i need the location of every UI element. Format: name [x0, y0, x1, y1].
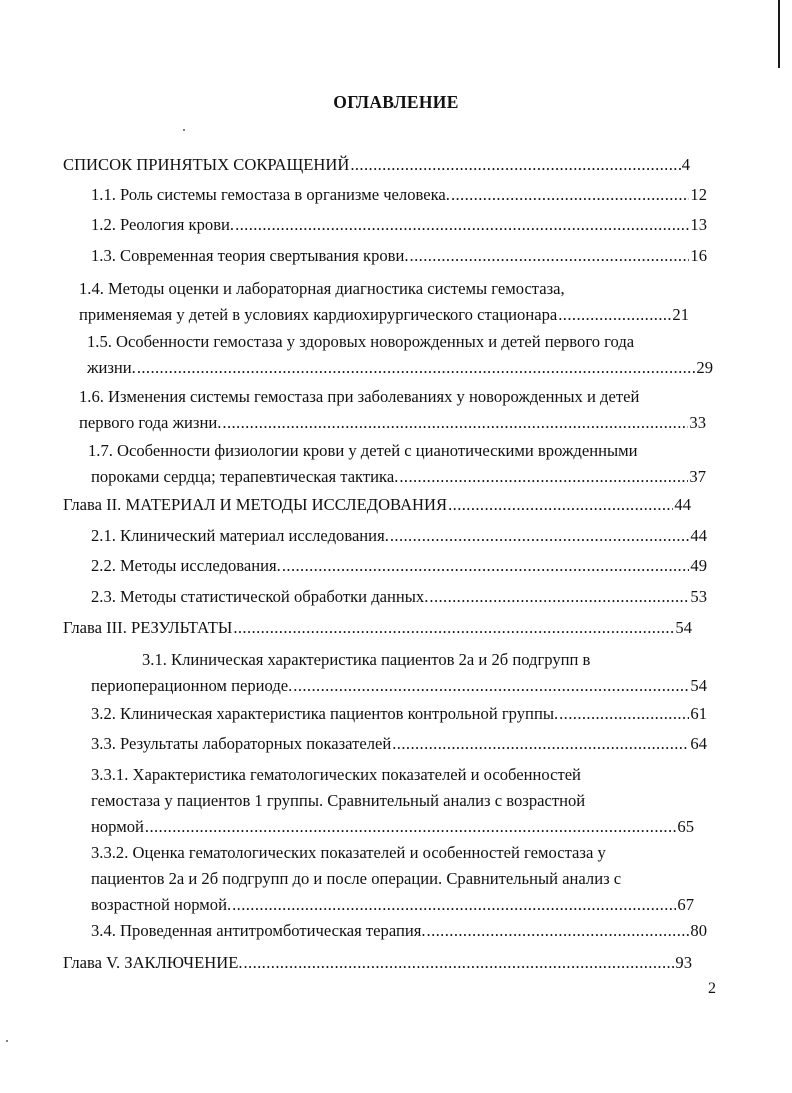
page-number: 2 [708, 980, 716, 997]
page-ref: 93 [675, 953, 692, 972]
toc-entry[interactable]: 1.2. Реология крови. ..... 13 [91, 212, 707, 238]
toc-entry[interactable]: 2.2. Методы исследования. ..... 49 [91, 553, 707, 579]
page-ref: 12 [690, 185, 707, 204]
page-ref: 21 [672, 305, 689, 324]
dot-leader [243, 950, 674, 976]
dot-leader [350, 152, 680, 178]
toc-entry[interactable]: 3.3. Результаты лабораторных показателей ..... 64 [91, 731, 707, 757]
dot-leader [235, 212, 689, 238]
toc-entry[interactable]: 1.3. Современная теория свертывания крови. ..... 16 [91, 243, 707, 269]
page-ref: 49 [690, 556, 707, 575]
page-ref: 33 [689, 413, 706, 432]
dot-leader [145, 814, 677, 840]
dot-leader [399, 464, 688, 490]
toc-entry[interactable]: Глава II. МАТЕРИАЛ И МЕТОДЫ ИССЛЕДОВАНИЯ ..... 44 [63, 492, 691, 518]
page-ref: 54 [675, 618, 692, 637]
dot-leader [559, 701, 689, 727]
toc-entry[interactable]: 3.3.1. Характеристика гематологических показателей и особенностей гемостаза у пациентов 1 группы. Сравнительный анализ с возрастной нормой ..... 65 [91, 762, 694, 840]
page-ref: 4 [681, 155, 690, 174]
dot-leader [222, 410, 688, 436]
toc-entry[interactable]: 2.3. Методы статистической обработки данных. ..... 53 [91, 584, 707, 610]
toc-entry[interactable]: 1.6. Изменения системы гемостаза при заболеваниях у новорожденных и детей первого года жизни. ..... 33 [79, 384, 719, 436]
dot-leader [427, 918, 690, 944]
dot-leader [390, 523, 690, 549]
dot-leader [137, 355, 696, 381]
page-ref: 53 [690, 587, 707, 606]
page-ref: 80 [690, 921, 707, 940]
page-ref: 16 [690, 246, 707, 265]
page-ref: 61 [690, 704, 707, 723]
toc-entry[interactable]: 3.4. Проведенная антитромботическая терапия. ..... 80 [91, 918, 707, 944]
page-title: ОГЛАВЛЕНИЕ [333, 92, 459, 112]
dot-leader [232, 892, 676, 918]
toc-entry[interactable]: 3.1. Клиническая характеристика пациентов 2а и 2б подгрупп в периоперационном периоде. ..... 54 [91, 647, 707, 699]
dot-leader [448, 492, 673, 518]
page-ref: 65 [677, 817, 694, 836]
toc-entry[interactable]: СПИСОК ПРИНЯТЫХ СОКРАЩЕНИЙ ..... 4 [63, 152, 690, 178]
toc-entry[interactable]: 2.1. Клинический материал исследования. ..... 44 [91, 523, 707, 549]
dot-leader [410, 243, 690, 269]
toc-entry[interactable]: 1.1. Роль системы гемостаза в организме человека. ..... 12 [91, 182, 707, 208]
page-ref: 29 [696, 358, 713, 377]
dot-leader [392, 731, 689, 757]
toc-entry[interactable]: 1.4. Методы оценки и лабораторная диагностика системы гемостаза, применяемая у детей в условиях кардиохирургического стационара ..... 21 [79, 276, 713, 328]
dot-leader [282, 553, 690, 579]
dot-leader [233, 615, 674, 641]
dot-leader [429, 584, 689, 610]
dot-leader [293, 673, 689, 699]
page-ref: 64 [690, 734, 707, 753]
dot-leader [451, 182, 689, 208]
page-ref: 67 [677, 895, 694, 914]
page-ref: 54 [690, 676, 707, 695]
page-ref: 44 [690, 526, 707, 545]
toc-entry[interactable]: Глава III. РЕЗУЛЬТАТЫ ..... 54 [63, 615, 692, 641]
page-ref: 37 [689, 467, 706, 486]
dot-leader [558, 302, 671, 328]
toc-entry[interactable]: 1.7. Особенности физиологии крови у детей с цианотическими врожденными пороками сердца; терапевтическая тактика. ..... 37 [88, 438, 713, 490]
toc-entry[interactable]: 3.2. Клиническая характеристика пациентов контрольной группы. ..... 61 [91, 701, 707, 727]
toc-entry[interactable]: 3.3.2. Оценка гематологических показателей и особенностей гемостаза у пациентов 2а и 2б подгрупп до и после операции. Сравнительный анализ с возрастной нормой. ..... 67 [91, 840, 703, 918]
page-ref: 44 [674, 495, 691, 514]
page-ref: 13 [690, 215, 707, 234]
toc-entry[interactable]: 1.5. Особенности гемостаза у здоровых новорожденных и детей первого года жизни. ..... 29 [87, 329, 713, 381]
toc-entry[interactable]: Глава V. ЗАКЛЮЧЕНИЕ. ..... 93 [63, 950, 692, 976]
